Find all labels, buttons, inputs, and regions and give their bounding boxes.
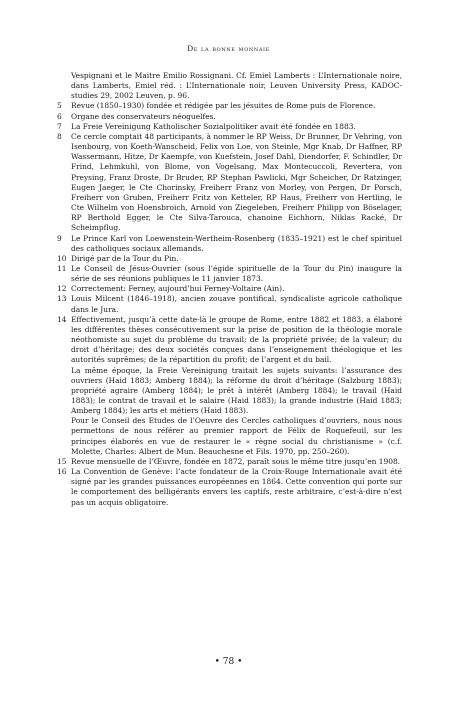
endnote-text: Effectivement, jusqu’à cette date-là le groupe de Rome, entre 1882 et 1883, a élaboré les différentes thèses consécutivement sur la prise de position de la théologie morale néothomiste au sujet du problème du travail; de la propriété privée; de la valeur; du droit d’héritage; des deux sociétés conçues dans l’enseignement théologique et les autorités suprêmes; de la répartition du profit; de l’argent et du bail. <box>71 314 402 365</box>
endnote <box>57 264 402 284</box>
endnote-text: Le Conseil de Jésus-Ouvrier (sous l’égide spirituelle de la Tour du Pin) inaugure la série de ses réunions publiques le 11 janvier 1873. <box>71 263 402 284</box>
endnote-number: 14 <box>57 314 67 324</box>
endnote-text: La Freie Vereinigung Katholischer Sozialpolitiker avait été fondée en 1883. <box>71 121 356 131</box>
endnote-number: 13 <box>57 294 67 304</box>
endnote <box>57 122 402 132</box>
endnote-text: Pour le Conseil des Etudes de l’Oeuvre des Cercles catholiques d’ouvriers, nous nous permettons de nous référer au premier rapport de Félix de Roquefeuil, sur les principes élaborés en vue de restaurer le « règne social du christianisme » (c.f. Molette, Charles: Albert de Mun. Beauchesne et Fils. 1970, pp. 250–260). <box>71 416 402 456</box>
endnote-text: Le Prince Karl von Loewenstein-Wertheim-Rosenberg (1835–1921) est le chef spirituel des catholiques sociaux allemands. <box>71 233 402 253</box>
endnote-text: Vespignani et le Maitre Emilio Rossignani. Cf. Emiel Lamberts : L’Internationale noire, dans Lamberts, Emiel réd. : L’Internationale noir, Leuven University Press, KADOC-studies 29, 2002 Leuven, p. 96. <box>71 71 402 101</box>
endnote <box>57 254 402 264</box>
endnote-text: La même époque, la Freie Vereinigung traitait les sujets suivants: l’assurance des ouvriers (Haid 1883; Amberg 1884); la réforme du droit d’héritage (Salzburg 1883); propriété agraire (Amberg 1884); le prêt à intérêt (Amberg 1884); le travail (Haid 1883); le contrat de travail et le salaire (Haid 1883); la grande industrie (Haid 1883; Amberg 1884); les arts et métiers (Haid 1883). <box>71 365 402 416</box>
page-number: • 78 • <box>214 657 243 667</box>
endnotes <box>57 71 402 508</box>
running-head: De la bonne monnaie <box>187 44 270 53</box>
endnote-text: Revue (1850–1930) fondée et rédigée par les jésuites de Rome puis de Florence. <box>71 101 376 111</box>
endnote <box>57 457 402 467</box>
endnote <box>57 71 402 101</box>
endnote-number: 12 <box>57 284 67 294</box>
endnote <box>57 132 402 234</box>
endnote-text: La Convention de Genève: l’acte fondateur de la Croix-Rouge Internationale avait été signé par les grandes puissances européennes en 1864. Cette convention qui porte sur le comportement des belligérants envers les captifs, reste arbitraire, c’est-à-dire n’est pas un acquis obligatoire. <box>71 467 402 507</box>
endnote-number: 16 <box>57 467 67 477</box>
endnote-text: Organe des conservateurs néoguelfes. <box>71 111 216 121</box>
endnote-text: Revue mensuelle de l’Œuvre, fondée en 1872, paraît sous le même titre jusqu’en 1908. <box>71 456 401 466</box>
endnote <box>57 101 402 111</box>
endnote-text: Correctement: Ferney, aujourd’hui Ferney-Voltaire (Ain). <box>71 284 285 294</box>
endnote-text: Louis Milcent (1846–1918), ancien zouave pontifical, syndicaliste agricole catholique dans le Jura. <box>71 294 402 314</box>
endnote-number: 7 <box>57 121 62 131</box>
endnote-text: Dirigé par de la Tour du Pin. <box>71 253 179 263</box>
endnote-number: 8 <box>57 131 62 141</box>
endnote <box>57 284 402 294</box>
endnote-number: 11 <box>57 263 67 273</box>
endnote <box>57 112 402 122</box>
endnote-number: 15 <box>57 456 67 466</box>
endnote-number: 10 <box>57 253 67 263</box>
endnote <box>57 294 402 314</box>
endnote-number: 6 <box>57 111 62 121</box>
endnote-number: 5 <box>57 101 62 111</box>
endnote-text: Ce cercle comptait 48 participants, à nommer le RP Weiss, Dr Brunner, Dr Vehring, von Isenbourg, von Koeth-Wanscheid, Felix von Loe, von Steinle, Mgr Knab, Dr Haffner, RP Wassermann, Hitze, Dr Kaempfe, von Kuefstein, Josef Dahl, Diendorfer, F. Schindler, Dr Frind, Lehmkuhl, von Blome, von Vogelsang, Max Montecuccoli, Revertera, von Preysing, Franz Droste, Dr Bruder, RP Stephan Pawlicki, Mgr Scheicher, Dr Ratzinger, Eugen Jaeger, le Cte Chorinsky, Freiherr Franz von Morley, von Pergen, Dr Porsch, Freiherr von Gruben, Freiherr Fritz von Ketteler, RP Haus, Freiherr von Hertling, le Cte Wilhelm von Hoensbroich, Arnold von Ziegeleben, Freiherr Philipp von Böselager, RP Berthold Egger, le Cte Silva-Tarouca, chanoine Eichhorn, Niklas Racké, Dr Scheimpflug. <box>71 131 402 233</box>
endnote <box>57 315 402 457</box>
endnote-number: 9 <box>57 233 62 243</box>
endnote <box>57 467 402 508</box>
endnote <box>57 234 402 254</box>
